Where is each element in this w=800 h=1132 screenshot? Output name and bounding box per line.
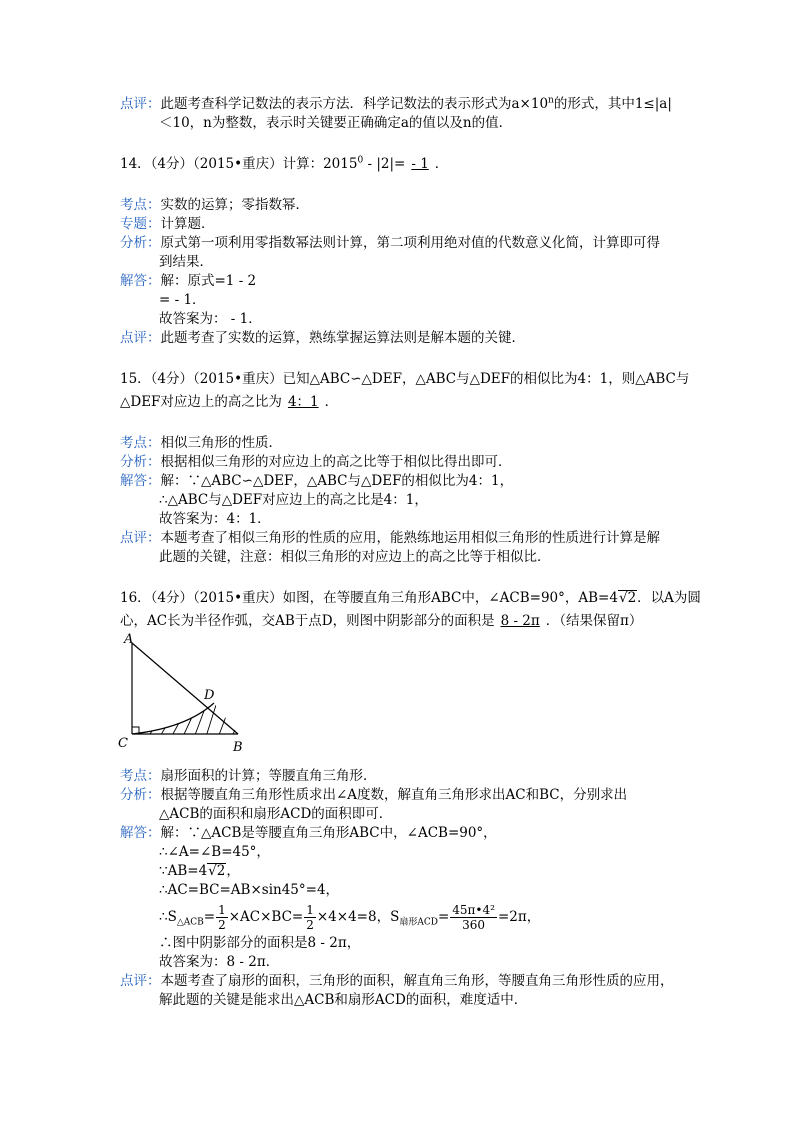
q14-answer: - 1 (411, 156, 429, 172)
q14-jieda (120, 272, 690, 291)
q16-fenxi-line2: △ACB的面积和扇形ACD的面积即可． (159, 806, 393, 822)
arc-cd (132, 703, 214, 734)
q16-comment-text: 本题考查了扇形的面积，三角形的面积，解直角三角形，等腰直角三角形性质的应用， (160, 973, 674, 989)
q16-stem-line1 (120, 589, 701, 608)
ac-times-bc: ×AC×BC= (228, 909, 304, 925)
q15-comment-text: 本题考查了相似三角形的性质的应用，能熟练地运用相似三角形的性质进行计算是解 (160, 530, 660, 546)
fenxi-label: 分析： (120, 787, 161, 803)
q14-zhuanti-text: 计算题． (160, 216, 215, 232)
sqrt-symbol: √2 (208, 863, 226, 879)
frac-num: 1 (306, 903, 314, 917)
sqrt-radicand: 2 (216, 863, 226, 879)
q16-jieda-line6: ∴图中阴影部分的面积是8 - 2π， (159, 935, 361, 951)
triangle-figure (116, 633, 690, 763)
frac-den: 360 (462, 918, 486, 932)
q13-comment-tail: 的形式，其中1≤|a| (553, 96, 672, 112)
q16-jieda (120, 824, 690, 843)
q15-stem-line2 (120, 393, 690, 412)
q13-comment-line1 (120, 95, 690, 114)
comment-label: 点评： (120, 330, 161, 346)
q14-jieda-line3: 故答案为： - 1． (159, 311, 262, 327)
q15-stem-text: △DEF对应边上的高之比为 (120, 394, 282, 410)
vertex-b-label: B (233, 740, 243, 755)
q15-comment (120, 529, 690, 548)
q14-zhuanti (120, 215, 690, 234)
q14-comment (120, 329, 690, 348)
q14-stem (120, 155, 690, 174)
comment-label: 点评： (120, 96, 161, 112)
q16-kaodian-text: 扇形面积的计算；等腰直角三角形． (160, 768, 377, 784)
q16-kaodian (120, 767, 690, 786)
result-2pi: =2π， (497, 909, 541, 925)
q16-comment-line2: 解此题的关键是能求出△ACB和扇形ACD的面积，难度适中． (159, 992, 528, 1008)
q15-jieda-line3: 故答案为：4：1． (159, 511, 271, 527)
triangle-diagram (116, 633, 276, 758)
q14-jieda-line2: = - 1． (159, 292, 206, 308)
q16-ab-text: ∵AB=4 (159, 863, 208, 879)
q15-kaodian-text: 相似三角形的性质． (160, 435, 282, 451)
jieda-label: 解答： (120, 473, 161, 489)
q14-fenxi-text: 原式第一项利用零指数幂法则计算，第二项利用绝对值的代数意义化简，计算即可得 (160, 235, 660, 251)
q14-stem-end: ． (434, 156, 449, 172)
q14-stem-text: 14．（4分）（2015•重庆）计算：2015 (120, 156, 358, 172)
q14-fenxi (120, 234, 690, 253)
exponent-n: n (548, 95, 554, 106)
q15-kaodian (120, 434, 690, 453)
q14-jieda-text: 解：原式=1 - 2 (160, 273, 257, 289)
area-sub-sector: 扇形ACD (399, 917, 438, 928)
q16-answer: 8 - 2π (500, 613, 540, 629)
jieda-label: 解答： (120, 825, 161, 841)
q16-jieda-text: 解：∵△ACB是等腰直角三角形ABC中，∠ACB=90°， (160, 825, 497, 841)
result-8: ×4×4=8，S (316, 909, 400, 925)
q16-jieda-line7: 故答案为：8 - 2π． (159, 954, 280, 970)
q16-jieda-line2: ∴∠A=∠B=45°， (159, 844, 270, 860)
fraction-half-1 (216, 903, 228, 932)
q15-jieda (120, 472, 690, 491)
sqrt-symbol: √2 (618, 590, 637, 606)
equals: = (437, 909, 450, 925)
q16-ab-end: ， (226, 863, 240, 879)
kaodian-label: 考点： (120, 768, 161, 784)
q14-comment-text: 此题考查了实数的运算，熟练掌握运算法则是解本题的关键． (160, 330, 525, 346)
comment-label: 点评： (120, 973, 161, 989)
q15-jieda-text: 解：∵△ABC∽△DEF，△ABC与△DEF的相似比为4：1， (160, 473, 514, 489)
q16-jieda-line3 (120, 862, 690, 881)
zhuanti-label: 专题： (120, 216, 161, 232)
frac-num: 1 (218, 903, 226, 917)
sqrt-radicand: 2 (627, 590, 637, 606)
frac-den: 2 (306, 918, 314, 932)
point-d-label: D (204, 688, 215, 703)
kaodian-label: 考点： (120, 435, 161, 451)
q15-answer: 4：1 (287, 394, 319, 410)
fraction-half-2 (304, 903, 316, 932)
q15-fenxi (120, 453, 690, 472)
q16-jieda-line5 (120, 900, 690, 934)
q15-fenxi-text: 根据相似三角形的对应边上的高之比等于相似比得出即可． (160, 454, 512, 470)
q13-comment-text: 此题考查科学记数法的表示方法．科学记数法的表示形式为a×10 (160, 96, 549, 112)
frac-den: 2 (218, 918, 226, 932)
exponent-zero: 0 (357, 155, 364, 166)
q16-stem-end2: ．（结果保留π） (545, 613, 643, 629)
q14-kaodian-text: 实数的运算；零指数幂． (160, 197, 309, 213)
q16-comment (120, 972, 690, 991)
q16-stem-line2 (120, 612, 690, 631)
q14-stem-mid: - |2|= (363, 156, 406, 172)
area-s: ∴S (159, 909, 177, 925)
q15-jieda-line2: ∴△ABC与△DEF对应边上的高之比是4：1， (159, 492, 428, 508)
q16-stem-end: ．以A为圆 (637, 590, 701, 606)
jieda-label: 解答： (120, 273, 161, 289)
q15-comment-line2: 此题的关键，注意：相似三角形的对应边上的高之比等于相似比． (159, 549, 551, 565)
side-ab (132, 643, 238, 734)
q16-fenxi-text: 根据等腰直角三角形性质求出∠A度数，解直角三角形求出AC和BC，分别求出 (160, 787, 628, 803)
document-body (118, 95, 701, 1010)
area-sub-acb: △ACB (176, 917, 204, 928)
vertex-a-label: A (124, 633, 134, 647)
kaodian-label: 考点： (120, 197, 161, 213)
q14-fenxi-line2: 到结果． (159, 254, 213, 270)
equals: = (203, 909, 216, 925)
q15-stem-end: ． (324, 394, 339, 410)
fenxi-label: 分析： (120, 454, 161, 470)
vertex-c-label: C (118, 736, 128, 751)
q16-fenxi (120, 786, 690, 805)
q15-stem-line1: 15．（4分）（2015•重庆）已知△ABC∽△DEF，△ABC与△DEF的相似比为4：1，则△ABC与 (120, 371, 690, 387)
fenxi-label: 分析： (120, 235, 161, 251)
q16-jieda-line4: ∴AC=BC=AB×sin45°=4， (159, 882, 340, 898)
q16-stem-text: 16．（4分）（2015•重庆）如图，在等腰直角三角形ABC中，∠ACB=90°，AB=4 (120, 590, 618, 606)
frac-num: 45π•4² (452, 903, 495, 917)
fraction-sector (450, 903, 497, 932)
comment-label: 点评： (120, 530, 161, 546)
q13-comment-line2: ＜10，n为整数，表示时关键要正确确定a的值以及n的值． (159, 115, 513, 131)
q14-kaodian (120, 196, 690, 215)
q16-stem-text2: 心，AC长为半径作弧，交AB于点D，则图中阴影部分的面积是 (120, 613, 495, 629)
